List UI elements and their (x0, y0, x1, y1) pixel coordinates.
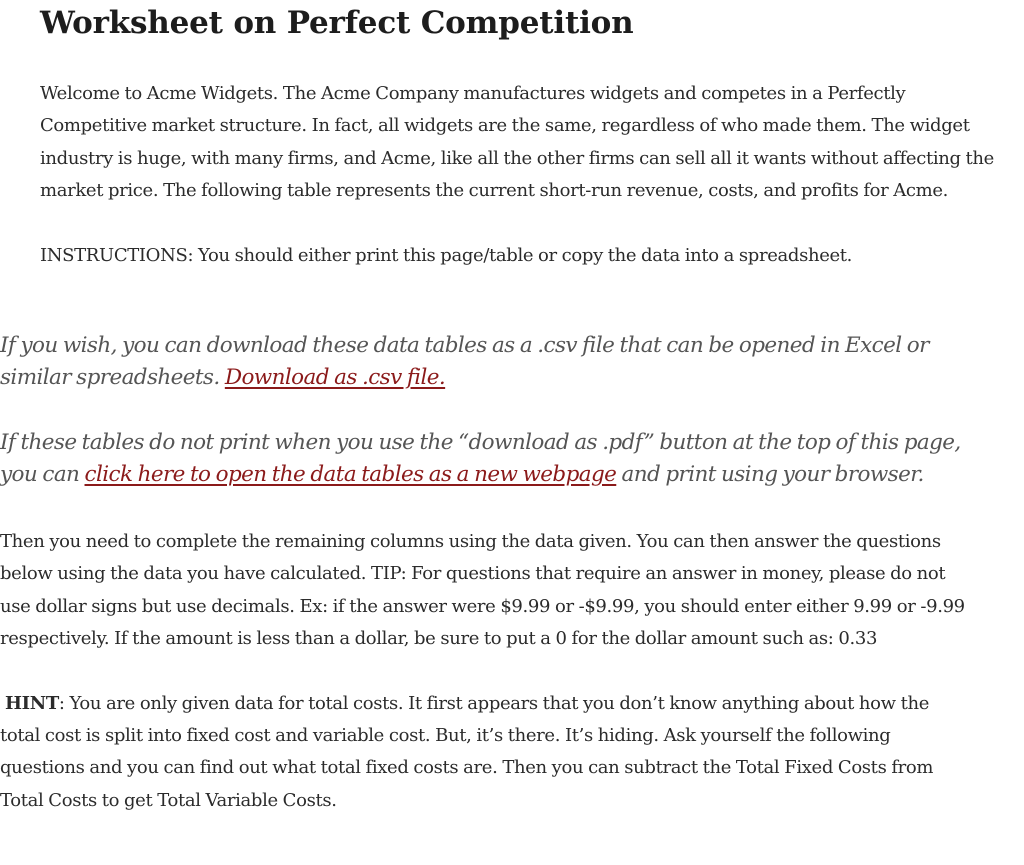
page-title: Worksheet on Perfect Competition (40, 5, 634, 41)
download-callout (0, 330, 1000, 491)
instructions-paragraph: INSTRUCTIONS: You should either print this page/table or copy the data into a spreadsheet. (40, 244, 853, 266)
print-callout-paragraph (0, 427, 1000, 492)
print-callout-text-after: and print using your browser. (616, 461, 924, 487)
lower-content (0, 526, 970, 817)
download-callout-paragraph (0, 330, 1000, 395)
download-csv-link[interactable]: Download as .csv file. (224, 365, 446, 391)
complete-columns-paragraph: Then you need to complete the remaining columns using the data given. You can then answer the questions below using the data you have calculated. TIP: For questions that require an answer in money, please do not use dollar signs but use decimals. Ex: if the answer were $9.99 or -$9.99, you should enter either 9.99 or -9.99 respectively. If the amount is less than a dollar, be sure to put a 0 for the dollar amount such as: 0.33 (0, 531, 965, 650)
hint-text: : You are only given data for total costs. It first appears that you don’t know anything about how the total cost is split into fixed cost and variable cost. But, it’s there. It’s hiding. Ask yourself the following questions and you can find out what total fixed costs are. Then you can subtract the Total Fixed Costs from Total Costs to get Total Variable Costs. (0, 692, 934, 811)
print-callout-text-before: If these tables do not print when you use the “download as .pdf” button at the top of this page, you can (0, 429, 961, 487)
download-callout-text: If you wish, you can download these data tables as a .csv file that can be opened in Excel or similar spreadsheets. (0, 333, 929, 391)
intro-paragraph: Welcome to Acme Widgets. The Acme Company manufactures widgets and competes in a Perfectly Competitive market structure. In fact, all widgets are the same, regardless of who made them. The widget industry is huge, with many firms, and Acme, like all the other firms can sell all it wants without affecting the market price. The following table represents the current short-run revenue, costs, and profits for Acme. (40, 83, 994, 202)
worksheet-content (40, 0, 1010, 272)
hint-paragraph (0, 688, 970, 818)
hint-label: HINT (5, 692, 59, 714)
open-tables-webpage-link[interactable]: click here to open the data tables as a new webpage (84, 461, 617, 487)
